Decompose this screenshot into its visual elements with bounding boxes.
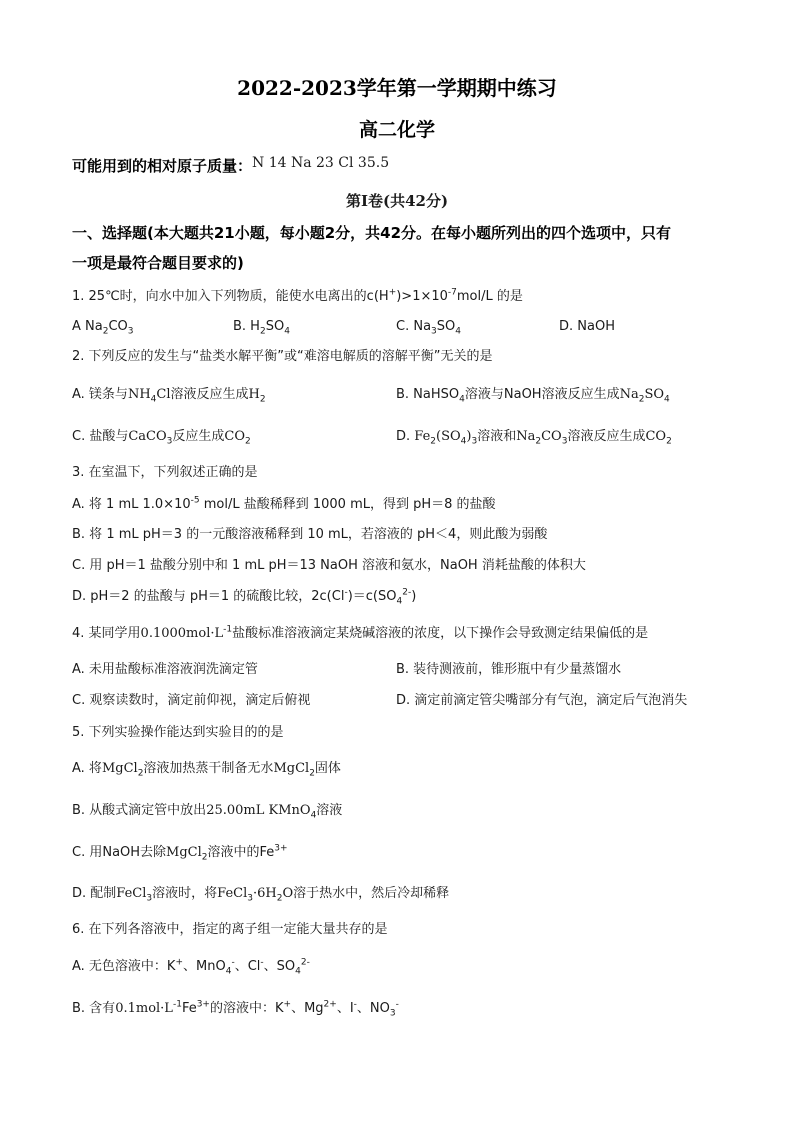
question-1-option-d[interactable]: D. NaOH bbox=[559, 319, 615, 334]
question-4-option-d[interactable]: D. 滴定前滴定管尖嘴部分有气泡，滴定后气泡消失 bbox=[396, 693, 688, 708]
exam-subtitle: 高二化学 bbox=[358, 119, 435, 141]
question-3-option-d[interactable]: D. pH＝2 的盐酸与 pH＝1 的硫酸比较，$2c(Cl^-)=c(SO_4^{2-})$ bbox=[72, 587, 417, 607]
instructions-line-1: 一、选择题(本大题共21小题，每小题2分，共42分。在每小题所列出的四个选项中，只有 bbox=[72, 224, 672, 242]
question-6-option-a[interactable]: A. 无色溶液中：K+、MnO$_4$-、Cl-、$SO_4^{2-}$ bbox=[72, 957, 310, 977]
question-2-option-d[interactable]: D. $Fe_2(SO_4)_3$溶液和$Na_2CO_3$溶液反应生成$CO_2$ bbox=[396, 429, 672, 447]
question-1-option-c[interactable]: C. $Na_3SO_4$ bbox=[396, 319, 461, 337]
instructions-line-2: 一项是最符合题目要求的) bbox=[72, 254, 244, 272]
question-1-option-a[interactable]: A $Na_2CO_3$ bbox=[72, 319, 134, 337]
question-5-option-b[interactable]: B. 从酸式滴定管中放出25.00mL KMnO$_4$溶液 bbox=[72, 803, 343, 821]
exam-title: 2022-2023学年第一学期期中练习 bbox=[237, 76, 557, 100]
question-5-option-d[interactable]: D. 配制FeCl$_3$溶液时，将$FeCl_3\cdot 6H_2O$溶于热水中，然后冷却稀释 bbox=[72, 886, 450, 904]
question-2-option-a[interactable]: A. 镁条与$NH_4Cl$溶液反应生成$H_2$ bbox=[72, 387, 266, 405]
question-4-option-a[interactable]: A. 未用盐酸标准溶液润洗滴定管 bbox=[72, 662, 258, 677]
question-3-option-b[interactable]: B. 将 1 mL pH＝3 的一元酸溶液稀释到 10 mL，若溶液的 pH＜4，则此酸为弱酸 bbox=[72, 527, 548, 542]
question-2-stem: 2. 下列反应的发生与“盐类水解平衡”或“难溶电解质的溶解平衡”无关的是 bbox=[72, 349, 493, 364]
question-5-stem: 5. 下列实验操作能达到实验目的的是 bbox=[72, 725, 284, 740]
question-3-option-c[interactable]: C. 用 pH＝1 盐酸分别中和 1 mL pH＝13 NaOH 溶液和氨水，NaOH 消耗盐酸的体积大 bbox=[72, 558, 586, 573]
question-3-stem: 3. 在室温下，下列叙述正确的是 bbox=[72, 465, 258, 480]
question-4-stem: 4. 某同学用$0.1000mol\cdot L^{-1}$盐酸标准溶液滴定某烧碱溶液的浓度，以下操作会导致测定结果偏低的是 bbox=[72, 624, 649, 641]
atomic-mass-values: N 14 Na 23 Cl 35.5 bbox=[252, 155, 390, 171]
question-3-option-a[interactable]: A. 将 1 mL $1.0\times 10^{-5}$ mol/L 盐酸稀释到 1000 mL，得到 pH＝8 的盐酸 bbox=[72, 495, 496, 512]
question-6-stem: 6. 在下列各溶液中，指定的离子组一定能大量共存的是 bbox=[72, 922, 388, 937]
question-5-option-a[interactable]: A. 将MgCl$_2$溶液加热蒸干制备无水MgCl$_2$固体 bbox=[72, 761, 341, 779]
question-4-option-c[interactable]: C. 观察读数时，滴定前仰视，滴定后俯视 bbox=[72, 693, 311, 708]
question-2-option-c[interactable]: C. 盐酸与CaCO$_3$反应生成$CO_2$ bbox=[72, 429, 251, 447]
question-6-option-b[interactable]: B. 含有$0.1mol\cdot L^{-1}Fe^{3+}$的溶液中：K+、$Mg^{2+}$、I-、$NO_3^-$ bbox=[72, 999, 399, 1019]
question-1-option-b[interactable]: B. $H_2SO_4$ bbox=[233, 319, 290, 337]
atomic-mass-line bbox=[72, 157, 389, 177]
section-title: 第Ⅰ卷(共42分) bbox=[345, 192, 449, 210]
atomic-mass-label: 可能用到的相对原子质量： bbox=[72, 157, 253, 175]
question-5-option-c[interactable]: C. 用NaOH去除MgCl$_2$溶液中的$Fe^{3+}$ bbox=[72, 843, 288, 863]
question-1-stem: 1. 25℃时，向水中加入下列物质，能使水电离出的$c(H^+)>1\times 10^{-7}mol/L$ 的是 bbox=[72, 287, 523, 304]
question-4-option-b[interactable]: B. 装待测液前，锥形瓶中有少量蒸馏水 bbox=[396, 662, 622, 677]
question-2-option-b[interactable]: B. NaHSO$_4$溶液与NaOH溶液反应生成$Na_2SO_4$ bbox=[396, 387, 670, 405]
